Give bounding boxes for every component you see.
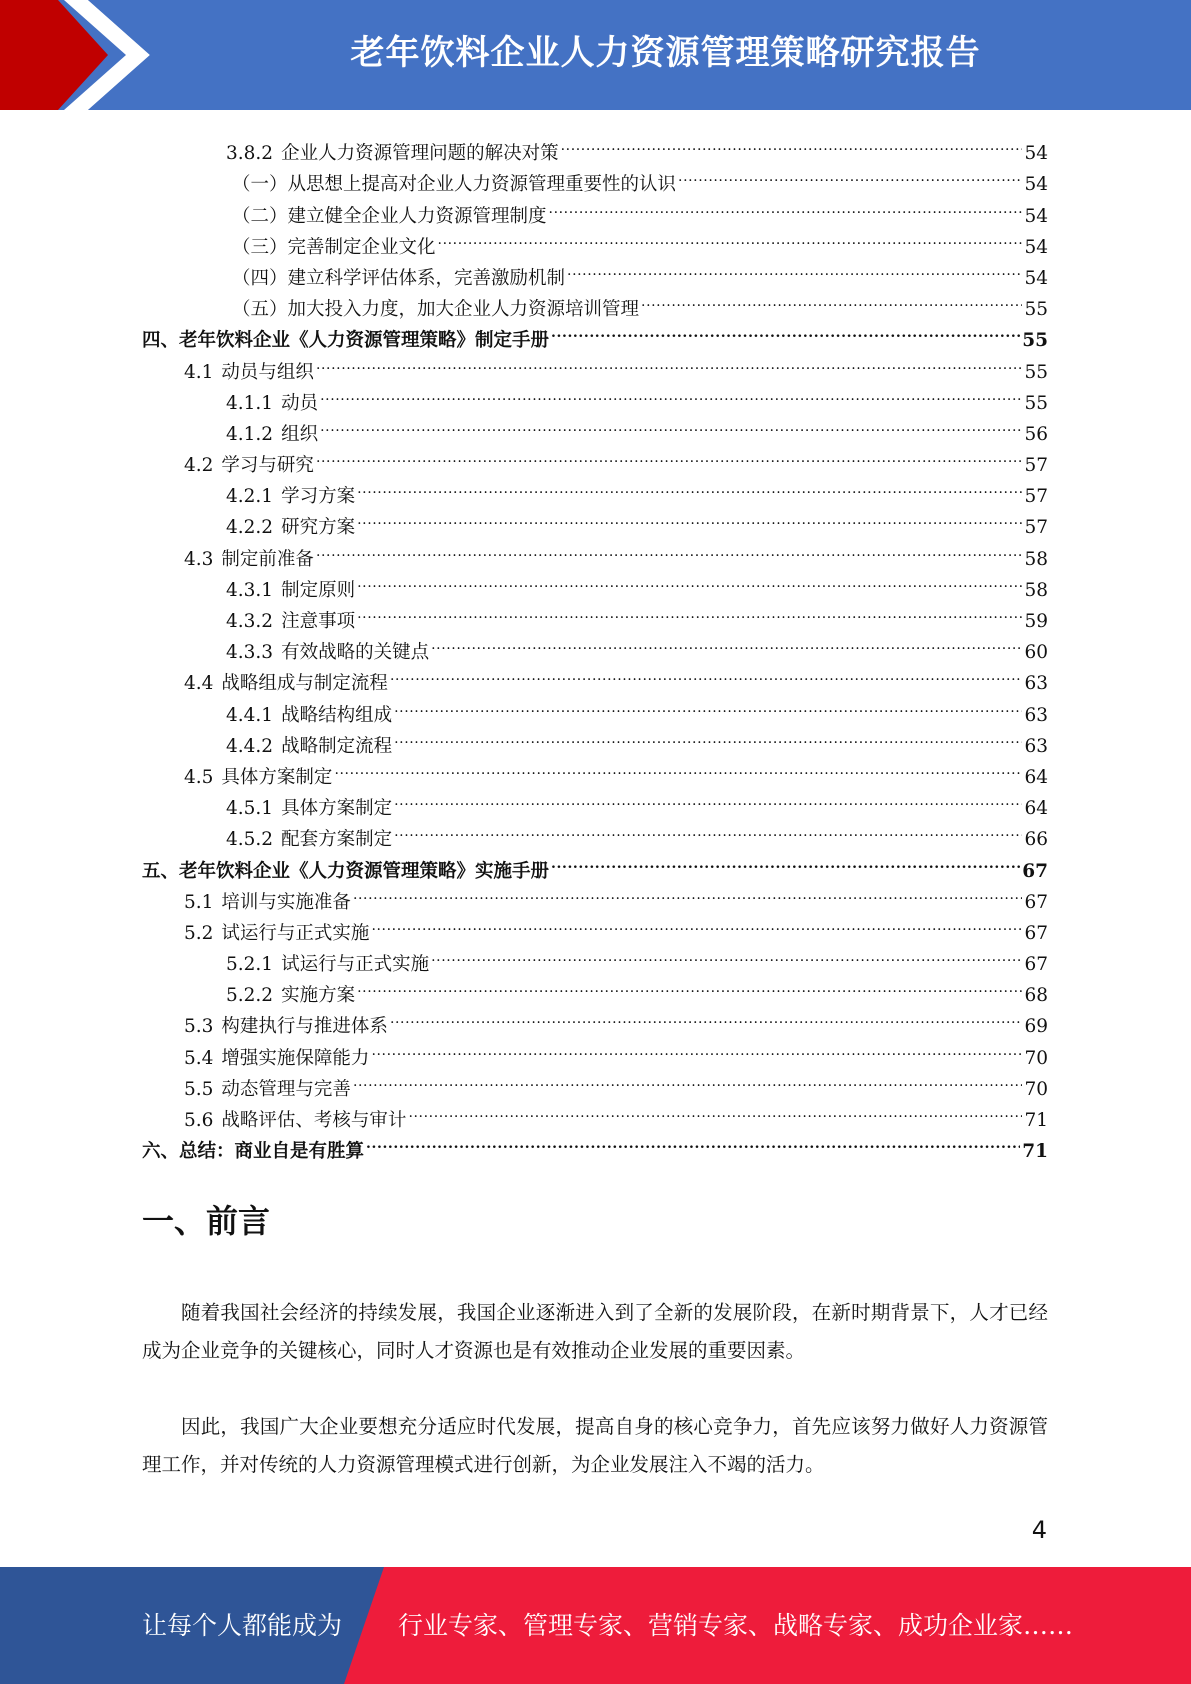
toc-dot-leader <box>438 222 1023 253</box>
toc-entry-title: 构建执行与推进体系 <box>221 1016 388 1038</box>
toc-entry-title: 有效战略的关键点 <box>281 642 430 664</box>
toc-dot-leader <box>641 284 1022 315</box>
toc-dot-leader <box>316 533 1023 564</box>
toc-dot-leader <box>353 1064 1023 1095</box>
toc-dot-leader <box>431 627 1022 658</box>
toc-entry-page: 55 <box>1024 299 1048 321</box>
toc-entry-number: 5.2 <box>184 922 214 944</box>
toc-dot-leader <box>549 190 1023 221</box>
toc-entry-number: 5.4 <box>184 1047 214 1069</box>
toc-entry-number: 4.3.3 <box>226 642 274 664</box>
toc-dot-leader <box>551 845 1020 876</box>
toc-dot-leader <box>353 877 1023 908</box>
toc-entry-page: 64 <box>1024 798 1048 820</box>
toc-entry-page: 60 <box>1024 642 1048 664</box>
toc-entry-number: 4.4.1 <box>226 704 274 726</box>
toc-entry-number: 4.2 <box>184 455 214 477</box>
toc-entry-number: 5.3 <box>184 1016 214 1038</box>
toc-entry[interactable] <box>142 128 1048 165</box>
paragraph: 因此，我国广大企业要想充分适应时代发展，提高自身的核心竞争力，首先应该努力做好人力资源管理工作，并对传统的人力资源管理模式进行创新，为企业发展注入不竭的活力。 <box>142 1415 1048 1476</box>
toc-entry-page: 63 <box>1024 673 1048 695</box>
toc-entry-page: 57 <box>1024 517 1048 539</box>
toc-entry-page: 54 <box>1024 143 1048 165</box>
paragraph: 随着我国社会经济的持续发展，我国企业逐渐进入到了全新的发展阶段，在新时期背景下，人才已经成为企业竞争的关键核心，同时人才资源也是有效推动企业发展的重要因素。 <box>142 1301 1048 1362</box>
toc-entry-title: 组织 <box>281 423 319 445</box>
toc-entry-title: 制定原则 <box>281 579 356 601</box>
toc-entry-number: 4.3.2 <box>226 611 274 632</box>
toc-entry-number: 5.2.1 <box>226 954 274 976</box>
toc-entry[interactable] <box>142 409 1048 445</box>
toc-dot-leader <box>394 721 1022 752</box>
toc-entry[interactable] <box>142 159 1048 196</box>
table-of-contents <box>142 128 1048 1163</box>
toc-dot-leader <box>678 159 1022 190</box>
toc-dot-leader <box>371 1032 1022 1063</box>
toc-entry-number: 4.3.1 <box>226 579 274 601</box>
toc-entry-page: 54 <box>1024 267 1048 289</box>
toc-entry-title: 具体方案制定 <box>221 766 333 788</box>
toc-entry[interactable] <box>142 814 1048 851</box>
toc-entry[interactable] <box>142 845 1048 882</box>
toc-entry-title: 企业人力资源管理问题的解决对策 <box>281 143 559 165</box>
toc-entry-number: 5.6 <box>184 1110 214 1131</box>
toc-entry-number: 4.2.1 <box>226 486 274 508</box>
toc-entry-title: 战略结构组成 <box>281 704 393 726</box>
toc-entry-number: 3.8.2 <box>226 143 274 165</box>
toc-entry-page: 58 <box>1024 548 1048 570</box>
toc-dot-leader <box>551 315 1020 346</box>
toc-entry[interactable] <box>142 596 1048 632</box>
toc-entry-page: 70 <box>1024 1078 1048 1100</box>
toc-entry-page: 58 <box>1024 579 1048 601</box>
toc-entry-page: 57 <box>1024 455 1048 477</box>
toc-entry-title: 试运行与正式实施 <box>281 954 430 976</box>
toc-entry-page: 68 <box>1024 985 1048 1007</box>
footer-slogan-right: 行业专家、管理专家、营销专家、战略专家、成功企业家…… <box>398 1611 1074 1640</box>
toc-entry-title: 动态管理与完善 <box>221 1078 351 1100</box>
toc-entry-page: 54 <box>1024 205 1048 227</box>
toc-entry-page: 64 <box>1024 766 1048 788</box>
toc-entry-title: 战略评估、考核与审计 <box>221 1110 407 1131</box>
toc-entry-title: （五）加大投入力度，加大企业人力资源培训管理 <box>232 299 640 321</box>
toc-entry-title: 培训与实施准备 <box>221 891 351 913</box>
toc-entry[interactable] <box>142 721 1048 757</box>
toc-entry-page: 66 <box>1024 829 1048 851</box>
toc-dot-leader <box>390 658 1023 689</box>
toc-dot-leader <box>561 128 1023 159</box>
toc-entry-title: 动员 <box>281 392 319 414</box>
toc-entry-title: （一）从思想上提高对企业人力资源管理重要性的认识 <box>232 174 677 196</box>
toc-entry-title: 试运行与正式实施 <box>221 922 370 944</box>
toc-entry-title: 配套方案制定 <box>281 829 393 851</box>
page-header <box>0 0 1191 110</box>
toc-entry-page: 63 <box>1024 735 1048 757</box>
toc-dot-leader <box>371 908 1022 939</box>
toc-dot-leader <box>357 502 1022 533</box>
toc-entry-page: 69 <box>1024 1016 1048 1038</box>
toc-entry-title: 增强实施保障能力 <box>221 1047 370 1069</box>
toc-entry-page: 63 <box>1024 704 1048 726</box>
toc-entry-title: 四、老年饮料企业《人力资源管理策略》制定手册 <box>142 330 550 352</box>
toc-dot-leader <box>320 409 1022 440</box>
toc-entry-title: 注意事项 <box>281 611 356 632</box>
header-chevron-decoration <box>0 0 160 110</box>
toc-entry[interactable] <box>142 627 1048 664</box>
toc-entry-title: 五、老年饮料企业《人力资源管理策略》实施手册 <box>142 860 550 882</box>
toc-entry-number: 4.5.1 <box>226 798 274 820</box>
toc-entry-page: 55 <box>1024 392 1048 414</box>
toc-entry-title: 战略制定流程 <box>281 735 393 757</box>
toc-entry-title: 制定前准备 <box>221 548 314 570</box>
toc-entry-page: 71 <box>1022 1141 1048 1163</box>
toc-entry-title: 实施方案 <box>281 985 356 1007</box>
toc-entry[interactable] <box>142 970 1048 1007</box>
document-title: 老年饮料企业人力资源管理策略研究报告 <box>350 33 981 73</box>
page-number: 4 <box>1031 1516 1047 1544</box>
toc-dot-leader <box>316 346 1023 377</box>
toc-entry-number: 5.5 <box>184 1078 214 1100</box>
toc-entry-number: 4.1.1 <box>226 392 274 414</box>
toc-entry-page: 70 <box>1024 1047 1048 1069</box>
section-heading: 一、前言 <box>142 1202 271 1240</box>
toc-dot-leader <box>567 253 1022 284</box>
toc-entry-title: 动员与组织 <box>221 361 314 383</box>
toc-dot-leader <box>334 752 1022 783</box>
footer-slogan-left: 让每个人都能成为 <box>142 1611 343 1640</box>
toc-dot-leader <box>357 471 1022 502</box>
toc-entry-page: 67 <box>1024 954 1048 976</box>
toc-entry-page: 71 <box>1024 1110 1048 1131</box>
toc-entry-title: 六、总结：商业自是有胜算 <box>142 1141 365 1163</box>
toc-dot-leader <box>390 1001 1023 1032</box>
toc-entry-page: 56 <box>1024 423 1048 445</box>
toc-dot-leader <box>357 596 1022 627</box>
toc-entry-page: 57 <box>1024 486 1048 508</box>
toc-entry-page: 54 <box>1024 174 1048 196</box>
toc-entry-page: 55 <box>1024 361 1048 383</box>
toc-entry[interactable] <box>142 502 1048 539</box>
toc-entry[interactable] <box>142 1001 1048 1038</box>
toc-entry-title: （二）建立健全企业人力资源管理制度 <box>232 205 547 227</box>
toc-entry-page: 67 <box>1024 922 1048 944</box>
toc-entry-number: 5.1 <box>184 891 214 913</box>
toc-entry-title: 战略组成与制定流程 <box>221 673 388 695</box>
toc-entry[interactable] <box>142 752 1048 788</box>
toc-entry-page: 67 <box>1024 891 1048 913</box>
toc-entry-title: （三）完善制定企业文化 <box>232 236 436 258</box>
toc-dot-leader <box>408 1095 1022 1126</box>
toc-entry-number: 4.4.2 <box>226 735 274 757</box>
toc-dot-leader <box>431 939 1022 970</box>
toc-entry-number: 4.5.2 <box>226 829 274 851</box>
toc-dot-leader <box>357 565 1022 596</box>
toc-entry-number: 4.5 <box>184 766 214 788</box>
toc-entry-title: 学习与研究 <box>221 455 314 477</box>
toc-entry[interactable] <box>142 533 1048 570</box>
toc-entry-number: 4.1 <box>184 361 214 383</box>
toc-entry-number: 5.2.2 <box>226 985 274 1007</box>
toc-entry-page: 55 <box>1022 330 1048 352</box>
toc-entry-title: （四）建立科学评估体系，完善激励机制 <box>232 267 566 289</box>
toc-entry-number: 4.3 <box>184 548 214 570</box>
toc-dot-leader <box>394 814 1022 845</box>
toc-entry[interactable] <box>142 658 1048 695</box>
toc-dot-leader <box>357 970 1022 1001</box>
toc-dot-leader <box>316 440 1023 471</box>
toc-entry-page: 59 <box>1024 611 1048 632</box>
toc-entry-title: 学习方案 <box>281 486 356 508</box>
toc-entry-title: 研究方案 <box>281 517 356 539</box>
toc-entry[interactable] <box>142 440 1048 477</box>
toc-entry-number: 4.2.2 <box>226 517 274 539</box>
toc-entry-number: 4.1.2 <box>226 423 274 445</box>
toc-entry-number: 4.4 <box>184 673 214 695</box>
page-footer <box>0 1567 1191 1684</box>
toc-dot-leader <box>394 689 1022 720</box>
toc-dot-leader <box>320 378 1022 409</box>
toc-dot-leader <box>366 1126 1020 1157</box>
toc-entry-page: 67 <box>1022 860 1048 882</box>
toc-dot-leader <box>394 783 1022 814</box>
toc-entry-title: 具体方案制定 <box>281 798 393 820</box>
toc-entry-page: 54 <box>1024 236 1048 258</box>
